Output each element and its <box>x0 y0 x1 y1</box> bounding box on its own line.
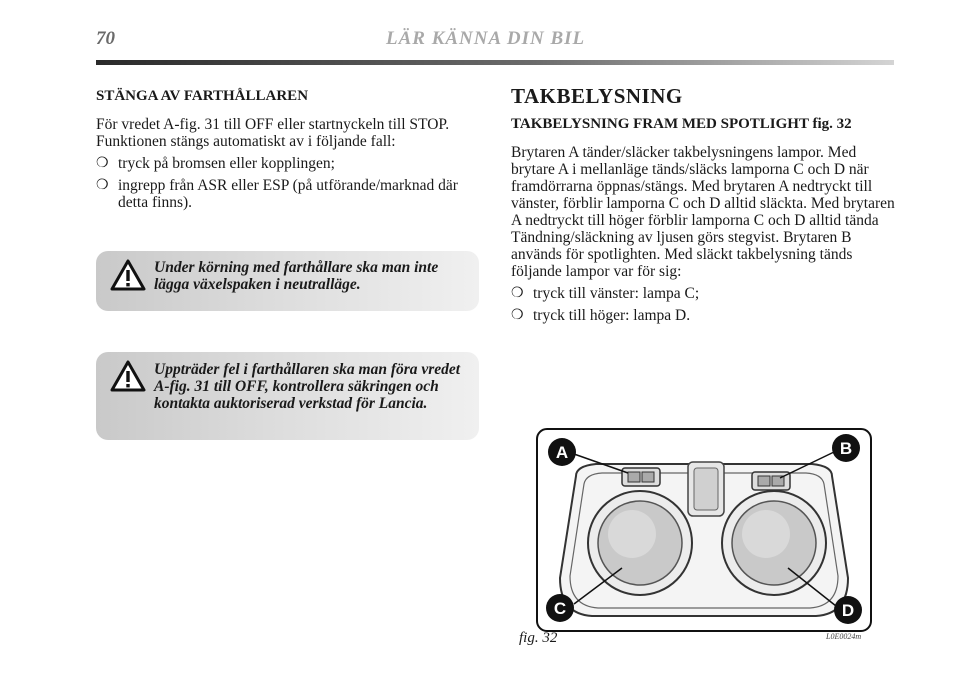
switch-a-rocker-left <box>628 472 640 482</box>
list-item <box>511 307 897 324</box>
list-item-text: tryck till höger: lampa D. <box>533 307 691 324</box>
warning-box-fault <box>96 352 479 440</box>
warning-text: Under körning med farthållare ska man inte lägga växelspaken i neutralläge. <box>154 259 439 293</box>
bullet-glyph: ❍ <box>96 156 109 171</box>
lamp-c-highlight <box>608 510 656 558</box>
list-item <box>96 155 482 172</box>
figure-ceiling-light <box>536 428 872 632</box>
warning-text: Uppträder fel i farthållaren ska man föra vredet A-fig. 31 till OFF, kontrollera säkringen och kontakta auktoriserad verkstad för Lancia. <box>154 361 461 412</box>
callout-label-b: B <box>839 439 853 458</box>
left-column <box>96 88 482 216</box>
left-bullet-list <box>96 155 482 211</box>
bullet-glyph: ❍ <box>96 178 109 193</box>
right-bullet-list <box>511 285 897 324</box>
figure-code: L0E0024m <box>826 632 862 641</box>
section-title-takbelysning: TAKBELYSNING <box>511 84 683 108</box>
switch-b-rocker-left <box>758 476 770 486</box>
warning-triangle-icon <box>110 360 146 392</box>
lamp-d-highlight <box>742 510 790 558</box>
chapter-title: LÄR KÄNNA DIN BIL <box>386 28 586 49</box>
intro-paragraph: För vredet A-fig. 31 till OFF eller startnyckeln till STOP. Funktionen stängs automatiskt av i följande fall: <box>96 116 450 150</box>
figure-caption: fig. 32 <box>519 630 558 646</box>
warning-triangle-icon <box>110 259 146 291</box>
list-item-text: tryck till vänster: lampa C; <box>533 285 700 302</box>
center-sensor-window <box>694 468 718 510</box>
list-item <box>96 177 482 211</box>
body-paragraph: Brytaren A tänder/släcker takbelysningens lampor. Med brytare A i mellanläge tänds/släcks lamporna C och D när framdörrarna öppnas/stängs. Med brytaren A nedtryckt till vänster, förblir lamporna C och D alltid släckta. Med brytaren A nedtryckt till höger förblir lamporna C och D alltid tända Tändning/släckning av ljusen görs stegvist. Brytaren B används för spotlighten. Med släckt takbelysning tänds följande lampor var för sig: <box>511 144 895 280</box>
page-number: 70 <box>96 28 115 49</box>
callout-label-a: A <box>555 443 569 462</box>
bullet-glyph: ❍ <box>511 308 524 323</box>
list-item-text: ingrepp från ASR eller ESP (på utförande/marknad där detta finns). <box>118 177 458 211</box>
list-item <box>511 285 897 302</box>
warning-box-neutral <box>96 251 479 311</box>
subhead-farthallaren: STÄNGA AV FARTHÅLLAREN <box>96 88 309 104</box>
bullet-glyph: ❍ <box>511 286 524 301</box>
right-column <box>511 84 897 329</box>
subhead-spotlight: TAKBELYSNING FRAM MED SPOTLIGHT fig. 32 <box>511 116 852 132</box>
switch-a-rocker-right <box>642 472 654 482</box>
callout-label-d: D <box>841 601 855 620</box>
list-item-text: tryck på bromsen eller kopplingen; <box>118 155 335 172</box>
callout-label-c: C <box>553 599 567 618</box>
header-rule <box>96 60 894 65</box>
